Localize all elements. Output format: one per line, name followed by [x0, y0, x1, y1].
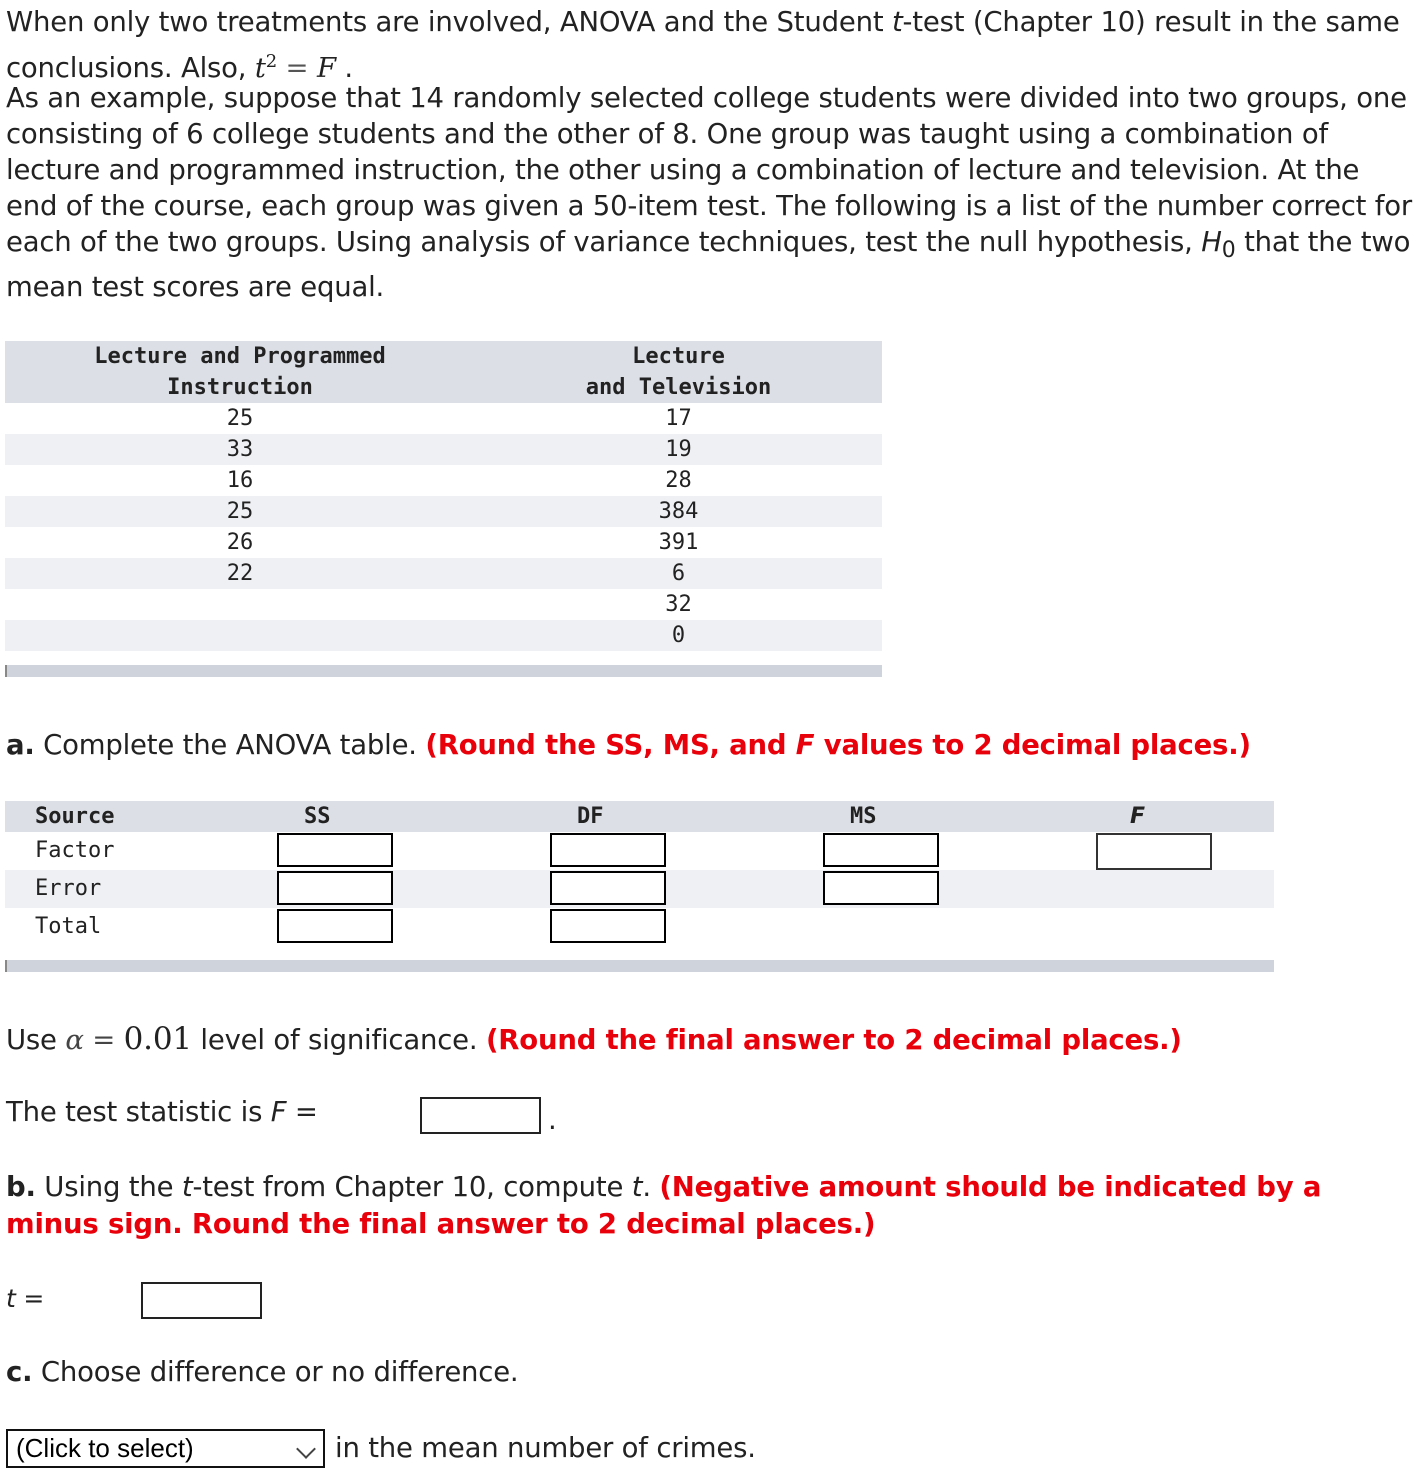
- anova-row-total: Total: [35, 914, 102, 939]
- table-row: 16 28: [226, 468, 692, 493]
- alpha-value: 0.01: [123, 1021, 192, 1057]
- ss-total-input[interactable]: [277, 909, 393, 943]
- df-error-input[interactable]: [550, 871, 666, 905]
- intro-paragraph-1: When only two treatments are involved, ANOVA and the Student t-test (Chapter 10) result in the same conclusions. Also, $t^2 = F$ .: [6, 6, 1400, 85]
- test-statistic-input[interactable]: [420, 1097, 541, 1134]
- t-input[interactable]: [141, 1282, 262, 1319]
- anova-header: [5, 801, 1274, 832]
- f-factor-input[interactable]: [1096, 833, 1212, 870]
- intro-paragraph-2: As an example, suppose that 14 randomly selected college students were divided into two groups, one consisting of 6 college students and the other of 8. One group was taught using a combination of lecture and programmed instruction, the other using a combination of lecture and television. At the end of the course, each group was given a 50-item test. The following is a list of the number correct for each of the two groups. Using analysis of variance techniques, test the null hypothesis, $H_0$ that the two mean test scores are equal.: [6, 82, 1413, 303]
- header-f: F: [1130, 804, 1146, 829]
- anova-table-footer: [5, 960, 1274, 972]
- header-ms: MS: [850, 804, 877, 829]
- table-row: 0: [5, 620, 882, 651]
- header-df: DF: [577, 804, 604, 829]
- table-row: 25 384: [5, 496, 882, 527]
- anova-row-factor: Factor: [35, 838, 115, 863]
- data-table-footer: [5, 665, 882, 677]
- alpha-instruction: Use α = 0.01 level of significance. (Round the final answer to 2 decimal places.): [6, 1021, 1182, 1057]
- null-hypothesis: $H_0$: [1201, 226, 1236, 263]
- part-a-instruction: a. Complete the ANOVA table. (Round the SS, MS, and F values to 2 decimal places.): [6, 729, 1251, 761]
- table-row: 22 6: [5, 558, 882, 589]
- part-c-instruction: c. Choose difference or no difference.: [6, 1356, 519, 1388]
- col2-header: Lecture and Television: [585, 344, 772, 400]
- alpha-symbol: α: [65, 1024, 84, 1056]
- table-row: 33 19: [5, 434, 882, 465]
- difference-select[interactable]: [6, 1429, 325, 1468]
- test-statistic-period: .: [548, 1104, 557, 1136]
- data-table-header: [5, 341, 882, 403]
- formula-t-squared: $t^2$: [254, 51, 278, 85]
- header-ss: SS: [304, 804, 331, 829]
- select-value: (Click to select): [16, 1433, 194, 1463]
- anova-row-error: Error: [5, 870, 1274, 908]
- table-row: 25 17: [226, 406, 692, 431]
- ms-factor-input[interactable]: [823, 833, 939, 867]
- t-label: t =: [6, 1284, 45, 1313]
- data-table: [5, 341, 882, 651]
- ss-error-input[interactable]: [277, 871, 393, 905]
- chevron-down-icon: [296, 1439, 316, 1459]
- df-factor-input[interactable]: [550, 833, 666, 867]
- ms-error-input[interactable]: [823, 871, 939, 905]
- table-row: 32: [665, 592, 692, 617]
- select-trailing-text: in the mean number of crimes.: [335, 1432, 756, 1464]
- ss-factor-input[interactable]: [277, 833, 393, 867]
- header-source: Source: [35, 804, 115, 829]
- col1-header: Lecture and Programmed Instruction: [94, 344, 386, 400]
- df-total-input[interactable]: [550, 909, 666, 943]
- part-b-instruction: b. Using the t-test from Chapter 10, compute t. (Negative amount should be indicated by a minus sign. Round the final answer to 2 decimal places.): [6, 1171, 1322, 1240]
- test-statistic-label: The test statistic is F =: [6, 1096, 318, 1128]
- table-row: 26 391: [226, 530, 699, 555]
- formula-f: F: [316, 52, 336, 85]
- t-variable: t: [891, 6, 903, 38]
